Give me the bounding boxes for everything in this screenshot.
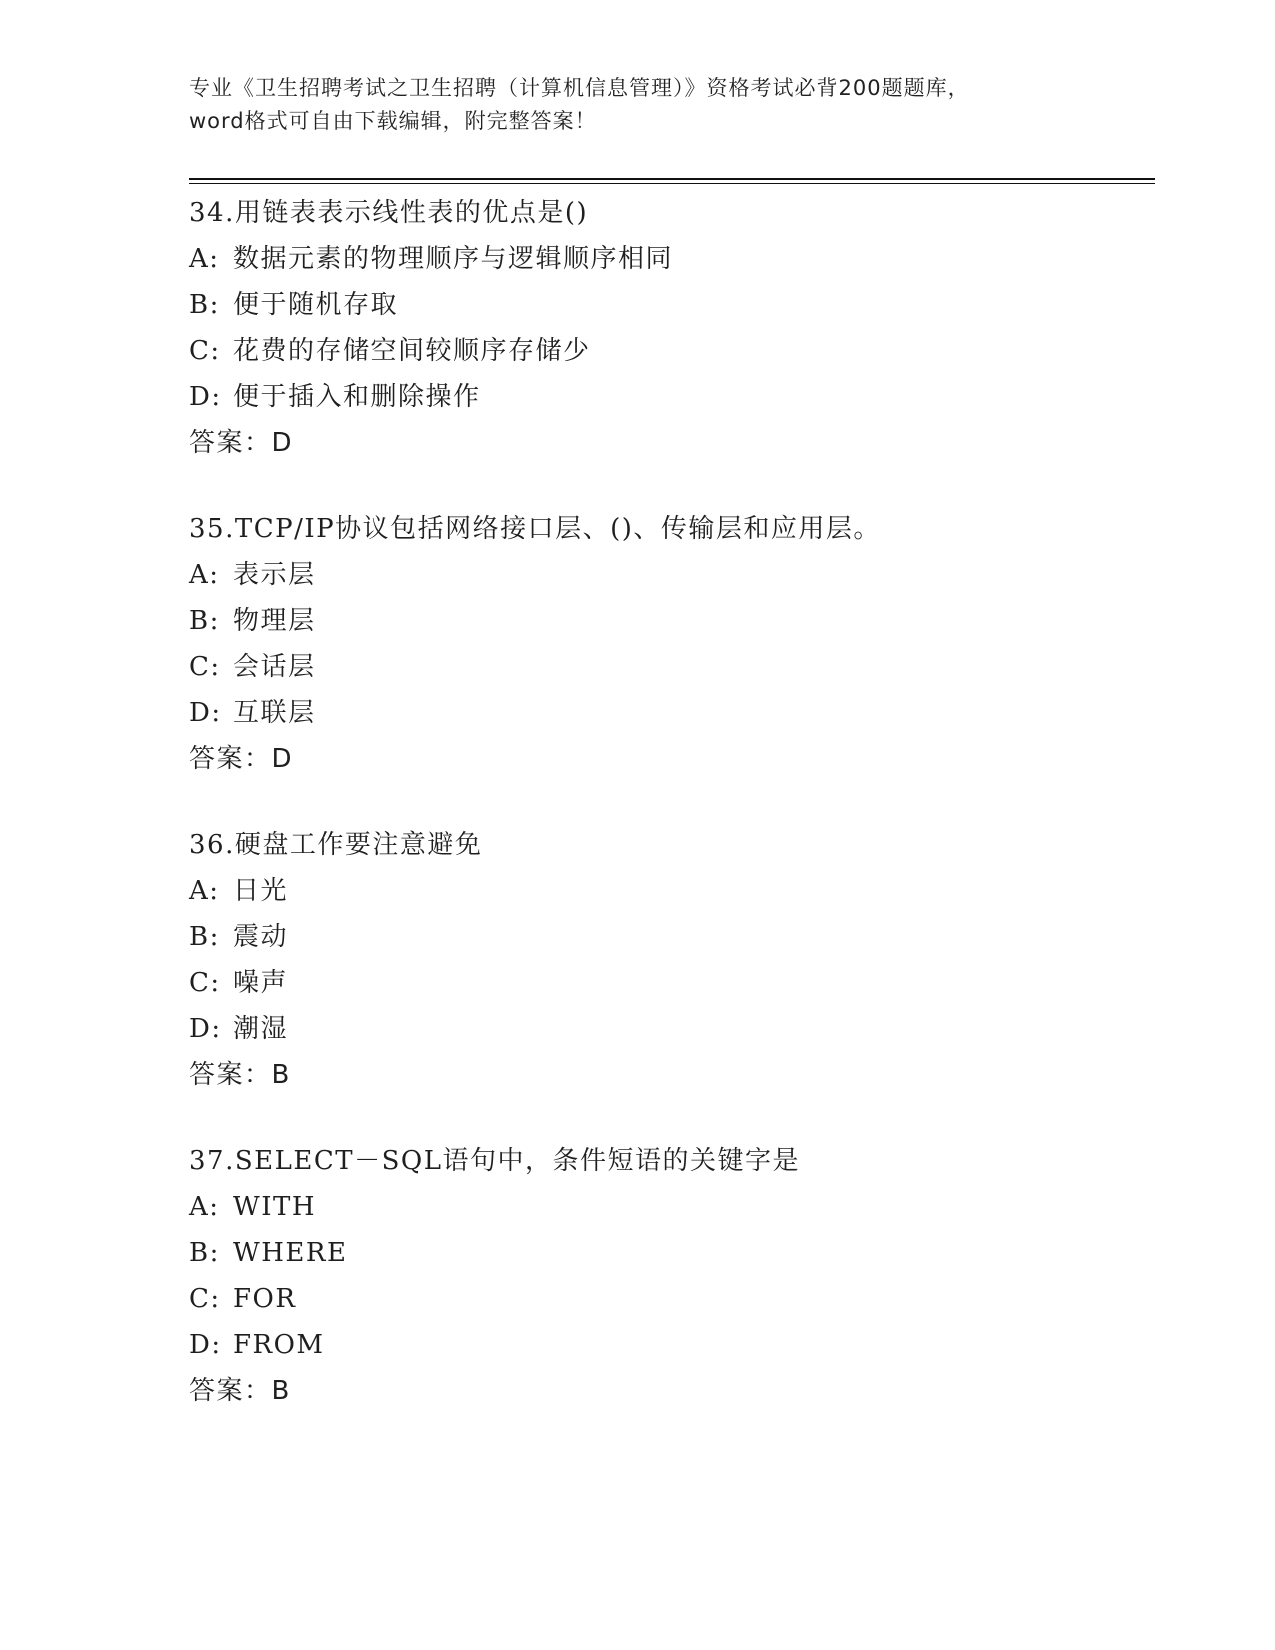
option-letter: D: <box>189 382 222 412</box>
header-line-1: 专业《卫生招聘考试之卫生招聘（计算机信息管理）》资格考试必背200题题库， <box>189 76 970 100</box>
option-letter: D: <box>189 698 222 728</box>
option-text: 日光 <box>233 876 289 906</box>
option-b <box>189 598 1155 644</box>
option-text: 噪声 <box>233 968 289 998</box>
option-letter: D: <box>189 1330 222 1360</box>
document-header <box>189 72 1089 138</box>
option-letter: A: <box>189 1192 220 1222</box>
question-stem: 34.用链表表示线性表的优点是() <box>189 198 589 228</box>
option-text: 数据元素的物理顺序与逻辑顺序相同 <box>233 244 674 274</box>
option-text: 表示层 <box>233 560 316 590</box>
option-letter: C: <box>189 1284 221 1314</box>
option-letter: C: <box>189 968 221 998</box>
option-text: 便于随机存取 <box>233 290 399 320</box>
question-34 <box>189 190 1155 466</box>
answer-line: 答案：D <box>189 744 294 774</box>
option-b <box>189 282 1155 328</box>
option-letter: B: <box>189 290 220 320</box>
option-letter: B: <box>189 1238 220 1268</box>
option-text: 花费的存储空间较顺序存储少 <box>233 336 591 366</box>
question-stem: 36.硬盘工作要注意避免 <box>189 830 483 860</box>
option-a <box>189 1184 1155 1230</box>
option-text: 会话层 <box>233 652 316 682</box>
header-divider-thick <box>189 178 1155 180</box>
option-d <box>189 374 1155 420</box>
option-text: FROM <box>233 1330 325 1360</box>
option-text: 互联层 <box>233 698 316 728</box>
option-letter: D: <box>189 1014 222 1044</box>
option-c <box>189 644 1155 690</box>
answer-line: 答案：D <box>189 428 294 458</box>
answer-line: 答案：B <box>189 1060 291 1090</box>
question-stem: 35.TCP/IP协议包括网络接口层、()、传输层和应用层。 <box>189 514 881 544</box>
option-d <box>189 1322 1155 1368</box>
option-letter: C: <box>189 652 221 682</box>
option-d <box>189 1006 1155 1052</box>
option-text: 震动 <box>233 922 289 952</box>
option-a <box>189 868 1155 914</box>
option-a <box>189 236 1155 282</box>
option-d <box>189 690 1155 736</box>
option-letter: A: <box>189 560 220 590</box>
option-text: 潮湿 <box>233 1014 289 1044</box>
header-divider-thin <box>189 183 1155 184</box>
option-text: FOR <box>233 1284 297 1314</box>
option-letter: B: <box>189 606 220 636</box>
question-37 <box>189 1138 1155 1414</box>
option-c <box>189 1276 1155 1322</box>
option-c <box>189 328 1155 374</box>
question-36 <box>189 822 1155 1098</box>
answer-line: 答案：B <box>189 1376 291 1406</box>
option-text: WHERE <box>233 1238 348 1268</box>
option-a <box>189 552 1155 598</box>
option-c <box>189 960 1155 1006</box>
question-35 <box>189 506 1155 782</box>
question-list <box>189 190 1155 1454</box>
option-text: 物理层 <box>233 606 316 636</box>
option-b <box>189 914 1155 960</box>
option-letter: A: <box>189 876 220 906</box>
option-letter: C: <box>189 336 221 366</box>
option-text: WITH <box>233 1192 317 1222</box>
option-text: 便于插入和删除操作 <box>233 382 481 412</box>
option-b <box>189 1230 1155 1276</box>
header-line-2: word格式可自由下载编辑，附完整答案！ <box>189 109 597 133</box>
option-letter: A: <box>189 244 220 274</box>
question-stem: 37.SELECT－SQL语句中，条件短语的关键字是 <box>189 1146 801 1176</box>
option-letter: B: <box>189 922 220 952</box>
